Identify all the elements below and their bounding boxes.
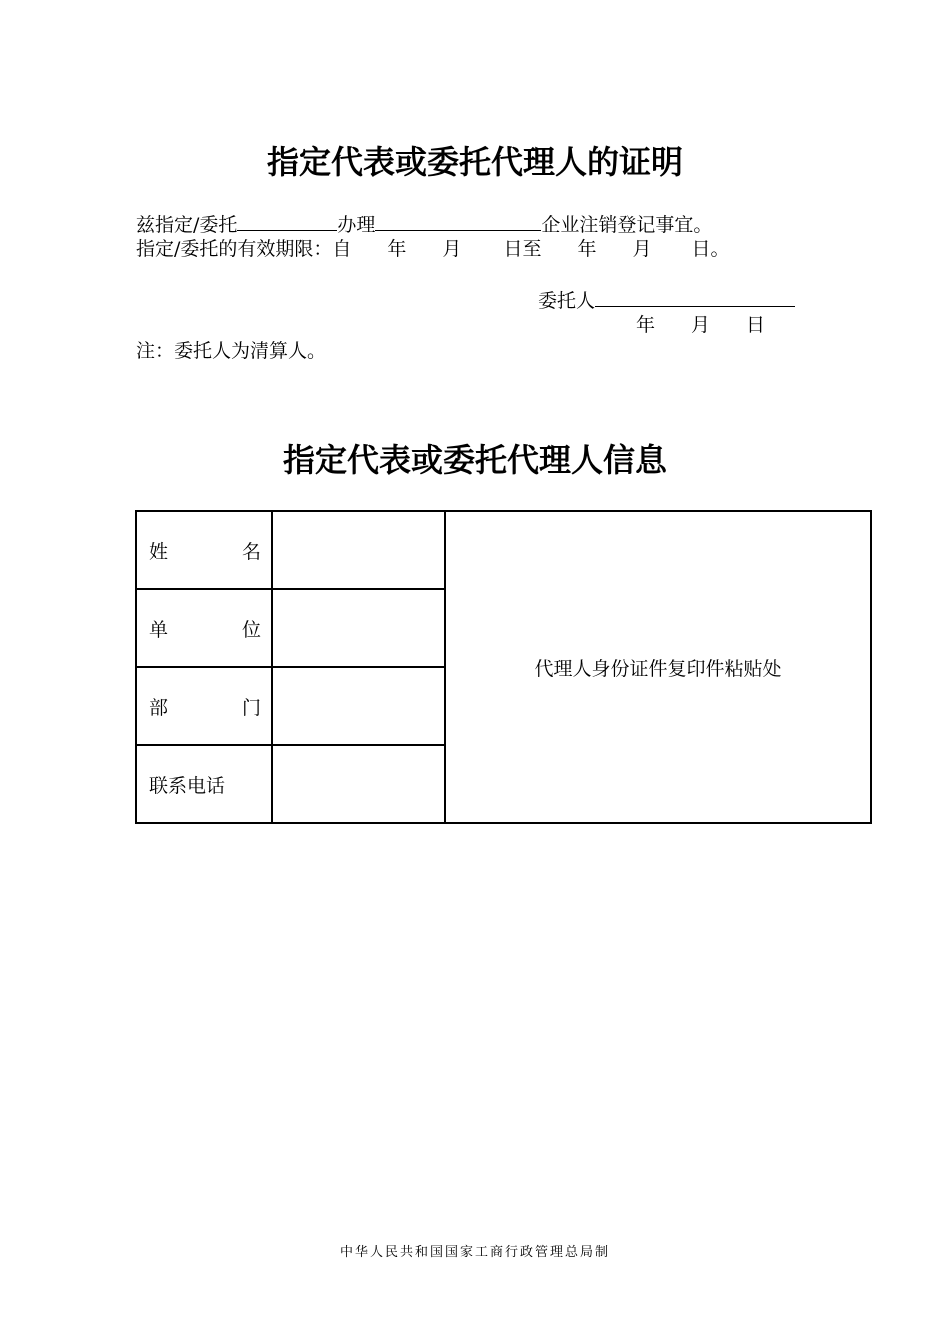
note-text: 注：委托人为清算人。	[136, 340, 327, 362]
appointment-prefix: 兹指定/委托	[136, 214, 238, 236]
name-value-cell[interactable]	[272, 511, 445, 589]
sign-month-label: 月	[691, 314, 711, 336]
entrustor-signature-blank[interactable]	[595, 286, 795, 307]
appointment-line	[136, 210, 712, 238]
certificate-title: 指定代表或委托代理人的证明	[266, 143, 683, 181]
appointment-mid: 办理	[337, 214, 376, 236]
sign-year-label: 年	[636, 314, 656, 336]
table-row	[136, 511, 871, 589]
name-label: 姓 名	[136, 511, 272, 589]
end-month-label: 月	[632, 238, 652, 260]
issuer-footer: 中华人民共和国国家工商行政管理总局制	[339, 1245, 610, 1260]
organization-label: 单 位	[136, 589, 272, 667]
department-value-cell[interactable]	[272, 667, 445, 745]
end-year-label: 年	[577, 238, 597, 260]
company-name-blank[interactable]	[375, 210, 541, 231]
agent-info-table	[135, 510, 872, 824]
phone-value-cell[interactable]	[272, 745, 445, 823]
start-year-label: 年	[387, 238, 407, 260]
appointee-name-blank[interactable]	[237, 210, 337, 231]
start-month-label: 月	[442, 238, 462, 260]
validity-period-line	[136, 236, 730, 262]
end-day-label: 日。	[691, 238, 730, 260]
signature-date	[636, 312, 765, 338]
info-title: 指定代表或委托代理人信息	[282, 441, 667, 479]
id-copy-paste-area: 代理人身份证件复印件粘贴处	[445, 511, 871, 823]
entrustor-label: 委托人	[538, 290, 596, 312]
sign-day-label: 日	[746, 314, 766, 336]
department-label: 部 门	[136, 667, 272, 745]
entrustor-signature-line	[538, 286, 795, 314]
validity-prefix: 指定/委托的有效期限：自	[136, 238, 352, 260]
phone-label: 联系电话	[136, 745, 272, 823]
organization-value-cell[interactable]	[272, 589, 445, 667]
appointment-suffix: 企业注销登记事宜。	[541, 214, 713, 236]
start-day-label: 日至	[503, 238, 542, 260]
